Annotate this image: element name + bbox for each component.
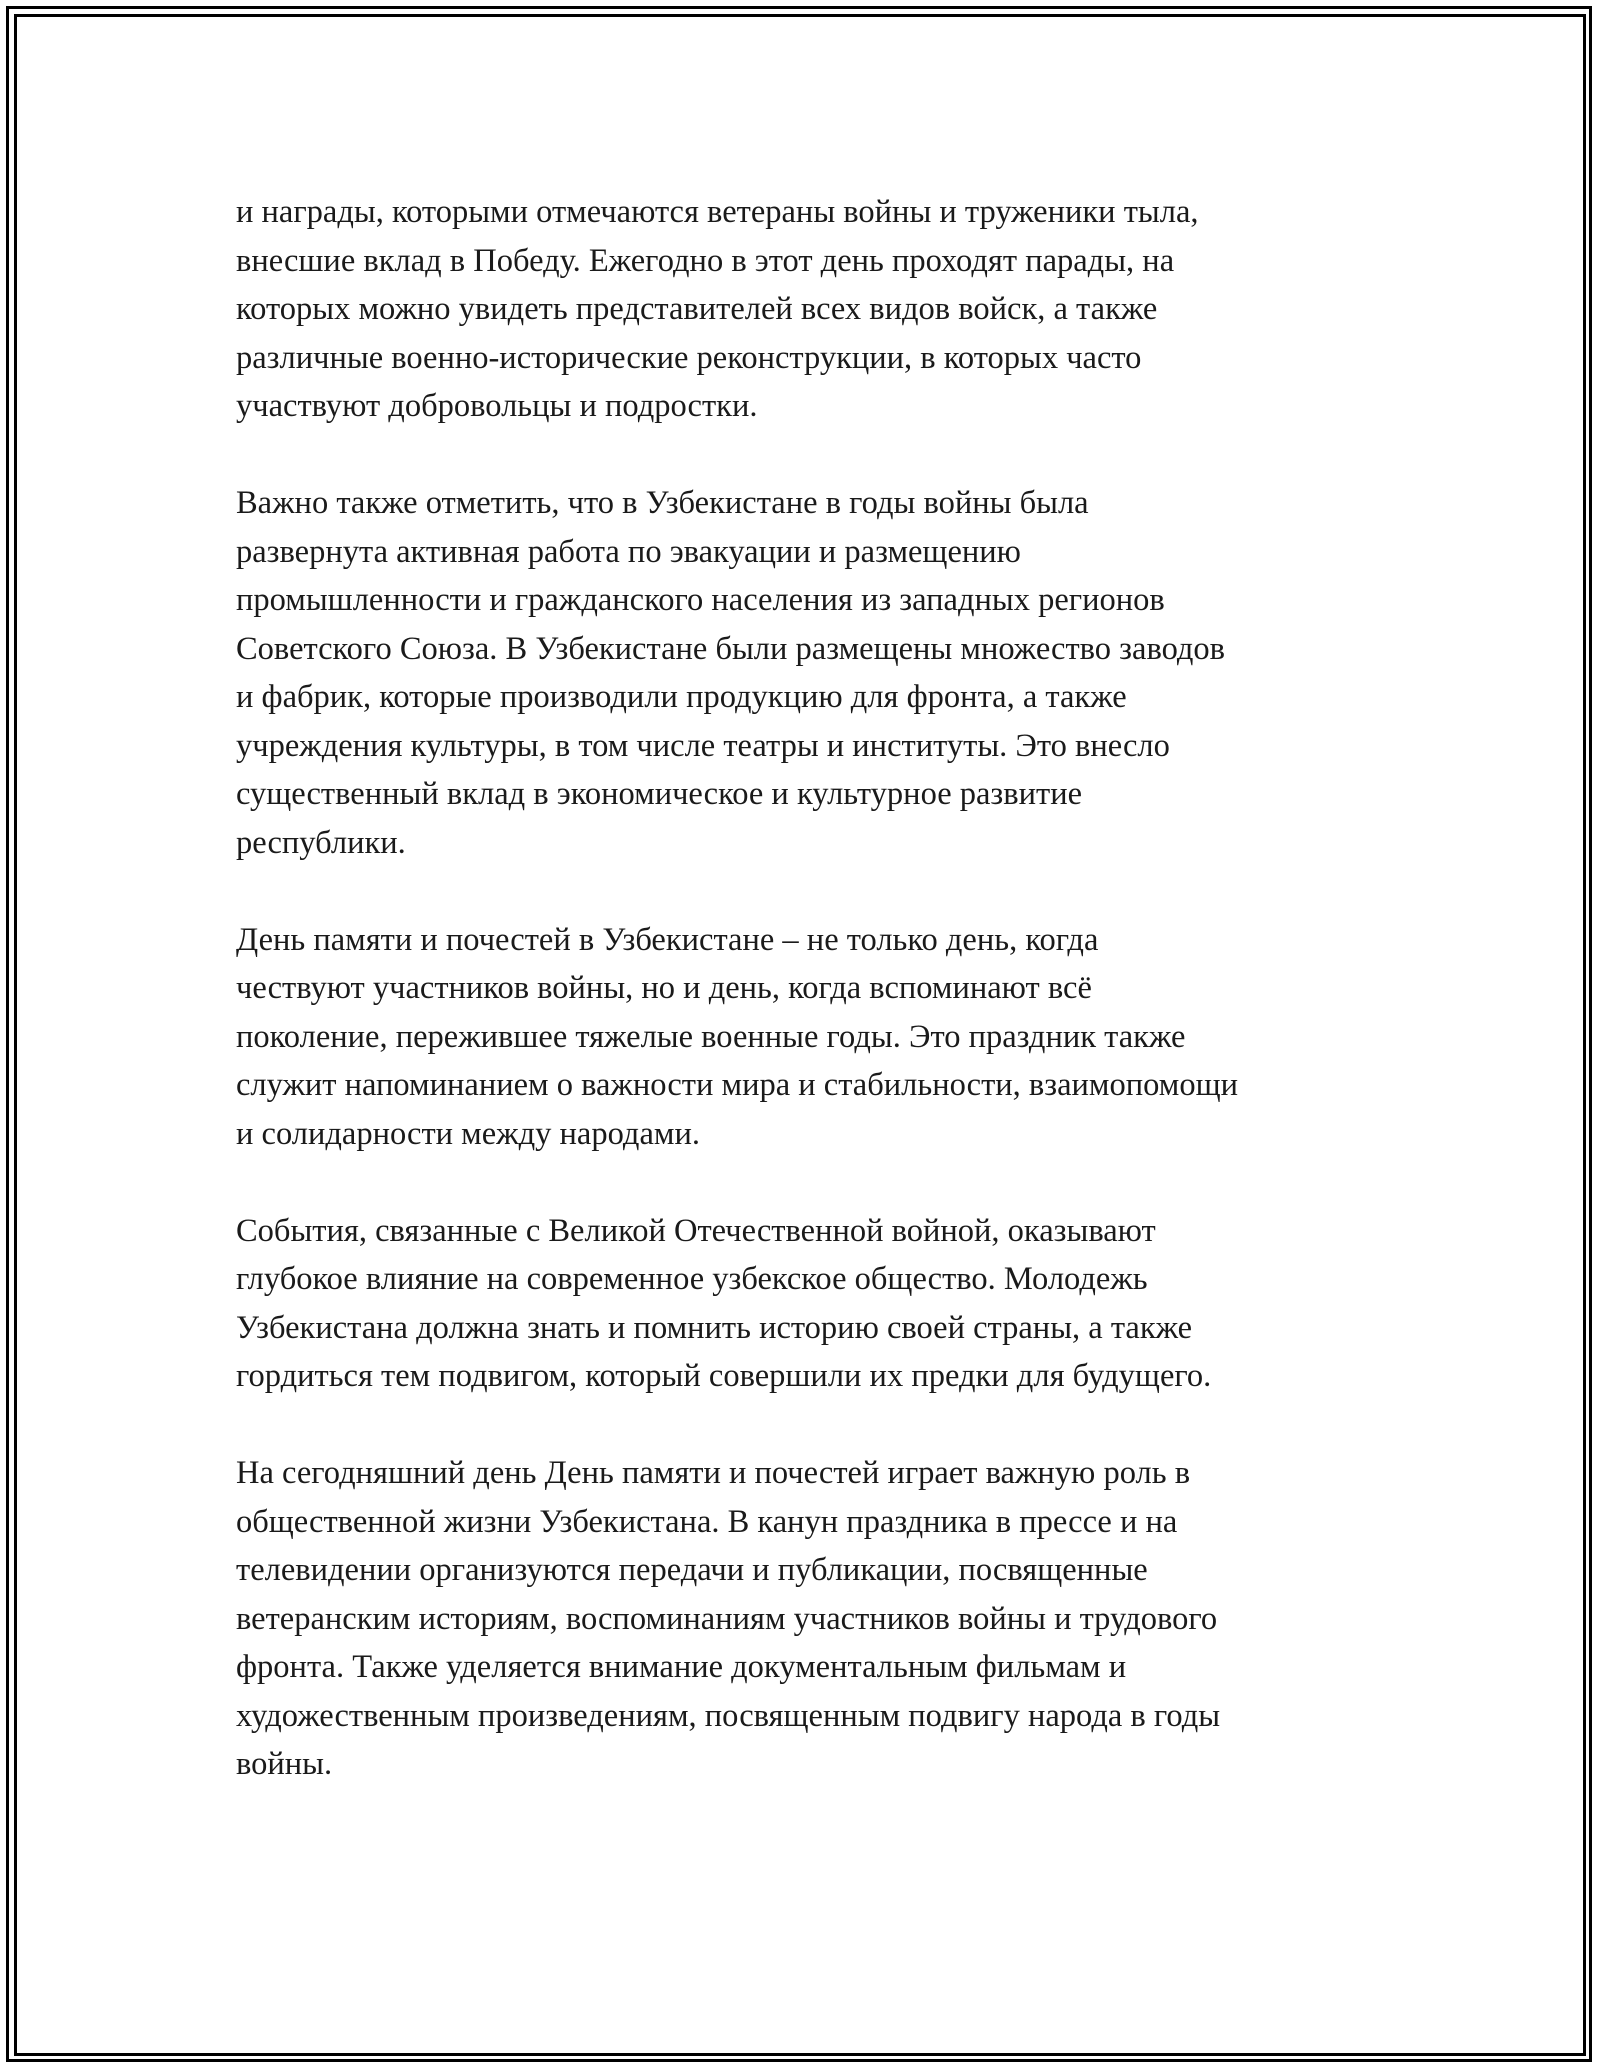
- text-line: Советского Союза. В Узбекистане были размещены множество заводов: [236, 630, 1226, 667]
- text-line: Узбекистана должна знать и помнить историю своей страны, а также: [236, 1309, 1193, 1346]
- paragraph-evacuation: [236, 479, 1386, 867]
- text-line: развернута активная работа по эвакуации и размещению: [236, 533, 1021, 570]
- text-line: ветеранским историям, воспоминаниям участников войны и трудового: [236, 1600, 1218, 1637]
- text-line: служит напоминанием о важности мира и стабильности, взаимопомощи: [236, 1067, 1238, 1103]
- text-line: и награды, которыми отмечаются ветераны войны и труженики тыла,: [236, 194, 1199, 230]
- text-line: гордиться тем подвигом, который совершили их предки для будущего.: [236, 1358, 1212, 1394]
- paragraph-awards-parades: [236, 188, 1386, 431]
- text-line: Важно также отметить, что в Узбекистане в годы войны была: [236, 485, 1089, 521]
- text-line: и солидарности между народами.: [236, 1115, 700, 1152]
- text-line: День памяти и почестей в Узбекистане – не только день, когда: [236, 921, 1099, 958]
- text-line: участвуют добровольцы и подростки.: [236, 388, 758, 424]
- paragraph-remembrance-day: [236, 916, 1386, 1159]
- text-line: различные военно-исторические реконструкции, в которых часто: [236, 339, 1142, 376]
- text-line: На сегодняшний день День памяти и почестей играет важную роль в: [236, 1455, 1191, 1491]
- document-body: [236, 188, 1386, 1789]
- text-line: внесшие вклад в Победу. Ежегодно в этот день проходят парады, на: [236, 242, 1175, 279]
- text-line: общественной жизни Узбекистана. В канун праздника в прессе и на: [236, 1503, 1178, 1540]
- text-line: существенный вклад в экономическое и культурное развитие: [236, 776, 1083, 812]
- text-line: чествуют участников войны, но и день, когда вспоминают всё: [236, 970, 1092, 1006]
- text-line: которых можно увидеть представителей всех видов войск, а также: [236, 291, 1158, 327]
- text-line: войны.: [236, 1746, 333, 1782]
- paragraph-influence-on-society: [236, 1207, 1386, 1401]
- paragraph-media-coverage: [236, 1449, 1386, 1789]
- text-line: поколение, пережившее тяжелые военные годы. Это праздник также: [236, 1018, 1186, 1055]
- text-line: События, связанные с Великой Отечественной войной, оказывают: [236, 1212, 1156, 1249]
- text-line: художественным произведениям, посвященным подвигу народа в годы: [236, 1697, 1221, 1734]
- text-line: глубокое влияние на современное узбекское общество. Молодежь: [236, 1261, 1148, 1297]
- text-line: учреждения культуры, в том числе театры и институты. Это внесло: [236, 727, 1170, 764]
- text-line: телевидении организуются передачи и публикации, посвященные: [236, 1552, 1148, 1588]
- text-line: промышленности и гражданского населения из западных регионов: [236, 582, 1165, 618]
- text-line: фронта. Также уделяется внимание документальным фильмам и: [236, 1649, 1127, 1685]
- text-line: республики.: [236, 824, 406, 861]
- text-line: и фабрик, которые производили продукцию для фронта, а также: [236, 679, 1127, 715]
